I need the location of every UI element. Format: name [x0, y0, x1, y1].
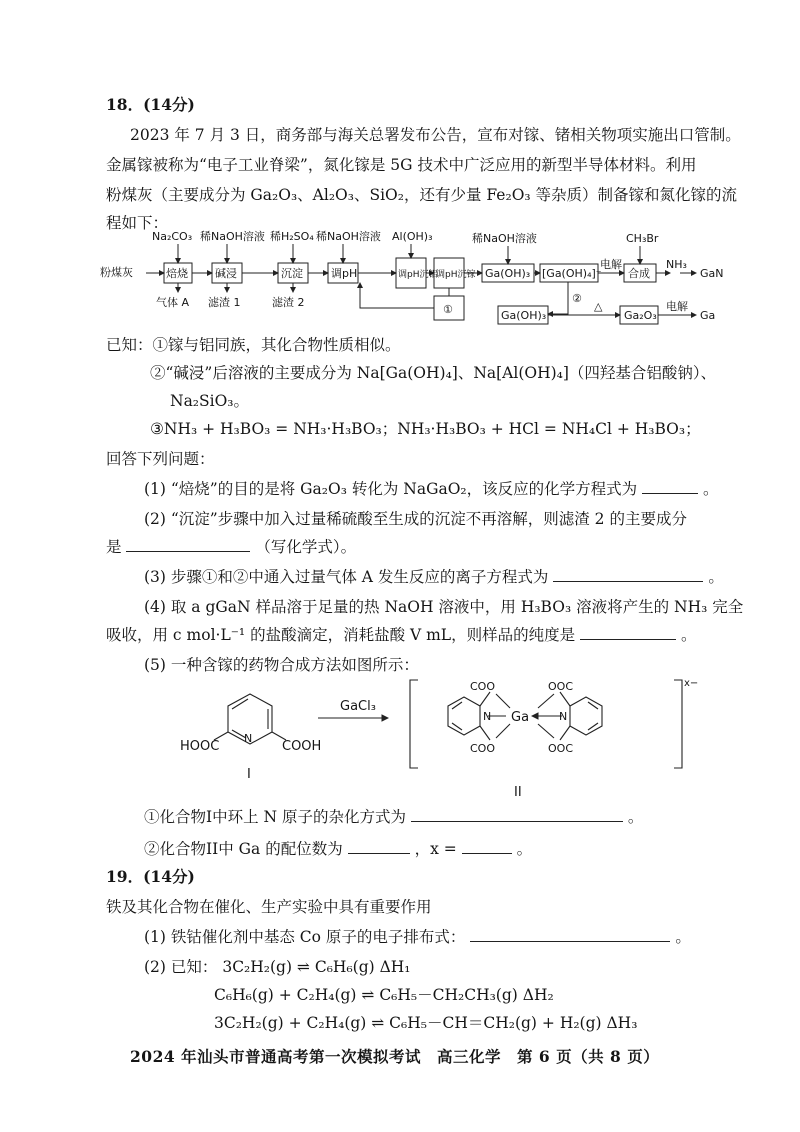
- q18-part-1-end: 。: [703, 480, 719, 498]
- flow-loop-2: ②: [572, 292, 582, 305]
- answer-blank-6[interactable]: [348, 839, 410, 854]
- q18-sub-2-end: 。: [516, 840, 533, 858]
- q18-part-2a: (2) “沉淀”步骤中加入过量稀硫酸至生成的沉淀不再溶解，则滤渣 2 的主要成分: [144, 510, 687, 528]
- flow-output-residue-2: 滤渣 2: [272, 296, 305, 309]
- q18-part-4b-end: 。: [680, 626, 697, 644]
- q18-sub-2-text: ②化合物II中 Ga 的配位数为: [144, 840, 343, 858]
- flow-reagent-6: 稀NaOH溶液: [472, 232, 537, 245]
- flow-reagent-2: 稀NaOH溶液: [200, 230, 265, 243]
- q18-intro-line-4: 程如下：: [106, 214, 169, 232]
- compound-ii-ga: Ga: [511, 710, 530, 725]
- flow-product-gan: GaN: [700, 267, 724, 280]
- q18-sub-2: [144, 838, 532, 860]
- flow-reagent-5: Al(OH)₃: [392, 230, 433, 243]
- q18-part-2b: [106, 536, 356, 558]
- flow-int-gaoh3-b: Ga(OH)₃: [501, 309, 547, 322]
- q18-sub-1-text: ①化合物I中环上 N 原子的杂化方式为: [144, 808, 407, 826]
- flow-step-adjust-ph-ga: 调pH沉镓: [436, 270, 476, 280]
- q19-header: 19．(14分): [106, 867, 195, 886]
- compound-ii-n-right: N: [559, 710, 568, 723]
- flow-reagent-7: CH₃Br: [626, 232, 659, 245]
- flow-step-roast: 焙烧: [166, 267, 188, 280]
- answer-blank-7[interactable]: [462, 839, 512, 854]
- q18-part-3: [144, 566, 724, 588]
- compound-ii-n-left: N: [483, 710, 492, 723]
- q18-part-2b-text: 是: [106, 538, 122, 556]
- q19-eq-2: C₆H₆(g) + C₂H₄(g) ⇌ C₆H₅－CH₂CH₃(g) ΔH₂: [214, 986, 554, 1004]
- q19-eq-1: 3C₂H₂(g) ⇌ C₆H₆(g) ΔH₁: [222, 958, 411, 976]
- flow-reagent-4: 稀NaOH溶液: [316, 230, 381, 243]
- answer-blank-4[interactable]: [580, 625, 676, 640]
- q18-part-1: [144, 478, 719, 500]
- answer-blank-8[interactable]: [470, 927, 670, 942]
- flow-step-alkali-leach: 碱浸: [215, 267, 237, 280]
- answer-blank-5[interactable]: [411, 807, 623, 822]
- compound-ii-label: II: [514, 785, 522, 800]
- known-2b: Na₂SiO₃。: [170, 392, 250, 410]
- reagent-gacl3: GaCl₃: [340, 699, 376, 714]
- q18-intro-line-1: 2023 年 7 月 3 日，商务部与海关总署发布公告，宣布对镓、锗相关物项实施出口管制。: [130, 126, 741, 144]
- answer-blank-2[interactable]: [126, 537, 250, 552]
- flow-reagent-3: 稀H₂SO₄: [270, 230, 314, 243]
- answer-prompt: 回答下列问题：: [106, 450, 215, 468]
- flow-label-heat: △: [594, 300, 603, 313]
- flow-int-gaoh4: [Ga(OH)₄]⁻: [542, 267, 602, 280]
- q19-part-2-label: (2) 已知：: [144, 958, 218, 976]
- flow-raw-material: 粉煤灰: [100, 266, 133, 279]
- q18-part-1-text: (1) “焙烧”的目的是将 Ga₂O₃ 转化为 NaGaO₂，该反应的化学方程式为: [144, 480, 638, 498]
- compound-ii-charge: x−: [684, 678, 699, 689]
- flow-reagent-1: Na₂CO₃: [152, 230, 193, 243]
- flow-int-ga2o3: Ga₂O₃: [624, 309, 657, 322]
- q19-eq-3: 3C₂H₂(g) + C₂H₄(g) ⇌ C₆H₅－CH＝CH₂(g) + H₂(g) ΔH₃: [214, 1014, 638, 1032]
- known-1: 已知：①镓与铝同族，其化合物性质相似。: [106, 336, 401, 354]
- q18-part-4a: (4) 取 a gGaN 样品溶于足量的热 NaOH 溶液中，用 H₃BO₃ 溶液将产生的 NH₃ 完全: [144, 598, 744, 616]
- compound-ii-ooc-br: OOC: [548, 742, 573, 755]
- q18-sub-1-end: 。: [627, 808, 644, 826]
- process-flow-diagram: [100, 228, 740, 332]
- q19-part-1-text: (1) 铁钴催化剂中基态 Co 原子的电子排布式：: [144, 928, 466, 946]
- q18-part-2b-end: （写化学式）。: [255, 538, 357, 556]
- q18-part-4b-text: 吸收，用 c mol·L⁻¹ 的盐酸滴定，消耗盐酸 V mL，则样品的纯度是: [106, 626, 576, 644]
- q19-intro: 铁及其化合物在催化、生产实验中具有重要作用: [106, 898, 432, 916]
- flow-label-nh3: NH₃: [666, 258, 687, 271]
- q19-part-2: [144, 956, 411, 978]
- flow-output-gas-a: 气体 A: [156, 296, 190, 309]
- q18-part-4b: [106, 624, 697, 646]
- flow-step-precipitate: 沉淀: [281, 267, 303, 280]
- flow-label-electrolysis-1: 电解: [600, 258, 622, 271]
- flow-product-ga: Ga: [700, 309, 716, 322]
- q18-intro-line-3: 粉煤灰（主要成分为 Ga₂O₃、Al₂O₃、SiO₂，还有少量 Fe₂O₃ 等杂质）制备镓和氮化镓的流: [106, 186, 738, 204]
- q18-intro-line-2: 金属镓被称为“电子工业脊梁”，氮化镓是 5G 技术中广泛应用的新型半导体材料。利用: [106, 156, 697, 174]
- compound-i-label: I: [247, 767, 251, 782]
- flow-int-gaoh3: Ga(OH)₃: [485, 267, 531, 280]
- answer-blank-1[interactable]: [642, 479, 698, 494]
- q19-part-1-end: 。: [675, 928, 691, 946]
- q18-sub-1: [144, 806, 643, 828]
- q18-part-5: (5) 一种含镓的药物合成方法如图所示：: [144, 656, 419, 674]
- q19-part-1: [144, 926, 691, 948]
- flow-step-adjust-ph-al: 调pH沉铝: [398, 270, 438, 280]
- compound-ii-ooc-tr: OOC: [548, 680, 573, 693]
- synthesis-scheme: [170, 676, 730, 806]
- known-3: ③NH₃ + H₃BO₃ = NH₃·H₃BO₃；NH₃·H₃BO₃ + HCl = NH₄Cl + H₃BO₃；: [150, 420, 701, 438]
- q18-sub-2-mid: ，x =: [414, 840, 457, 858]
- flow-loop-1: ①: [443, 303, 453, 316]
- flow-label-electrolysis-2: 电解: [666, 300, 688, 313]
- compound-ii-coo-tl: COO: [470, 680, 495, 693]
- flow-output-residue-1: 滤渣 1: [208, 296, 241, 309]
- flow-step-adjust-ph: 调pH: [331, 267, 358, 280]
- q18-part-3-text: (3) 步骤①和②中通入过量气体 A 发生反应的离子方程式为: [144, 568, 549, 586]
- compound-i-n: N: [244, 732, 253, 745]
- flow-step-synthesis: 合成: [628, 267, 650, 280]
- q18-part-3-end: 。: [708, 568, 724, 586]
- page-footer: 2024 年汕头市普通高考第一次模拟考试 高三化学 第 6 页（共 8 页）: [130, 1047, 660, 1066]
- known-2a: ②“碱浸”后溶液的主要成分为 Na[Ga(OH)₄]、Na[Al(OH)₄]（四羟基合铝酸钠）、: [150, 364, 717, 382]
- answer-blank-3[interactable]: [553, 567, 703, 582]
- compound-i-hooc: HOOC: [180, 739, 220, 754]
- compound-ii-coo-bl: COO: [470, 742, 495, 755]
- compound-i-cooh: COOH: [282, 739, 322, 754]
- q18-header: 18．(14分): [106, 95, 195, 114]
